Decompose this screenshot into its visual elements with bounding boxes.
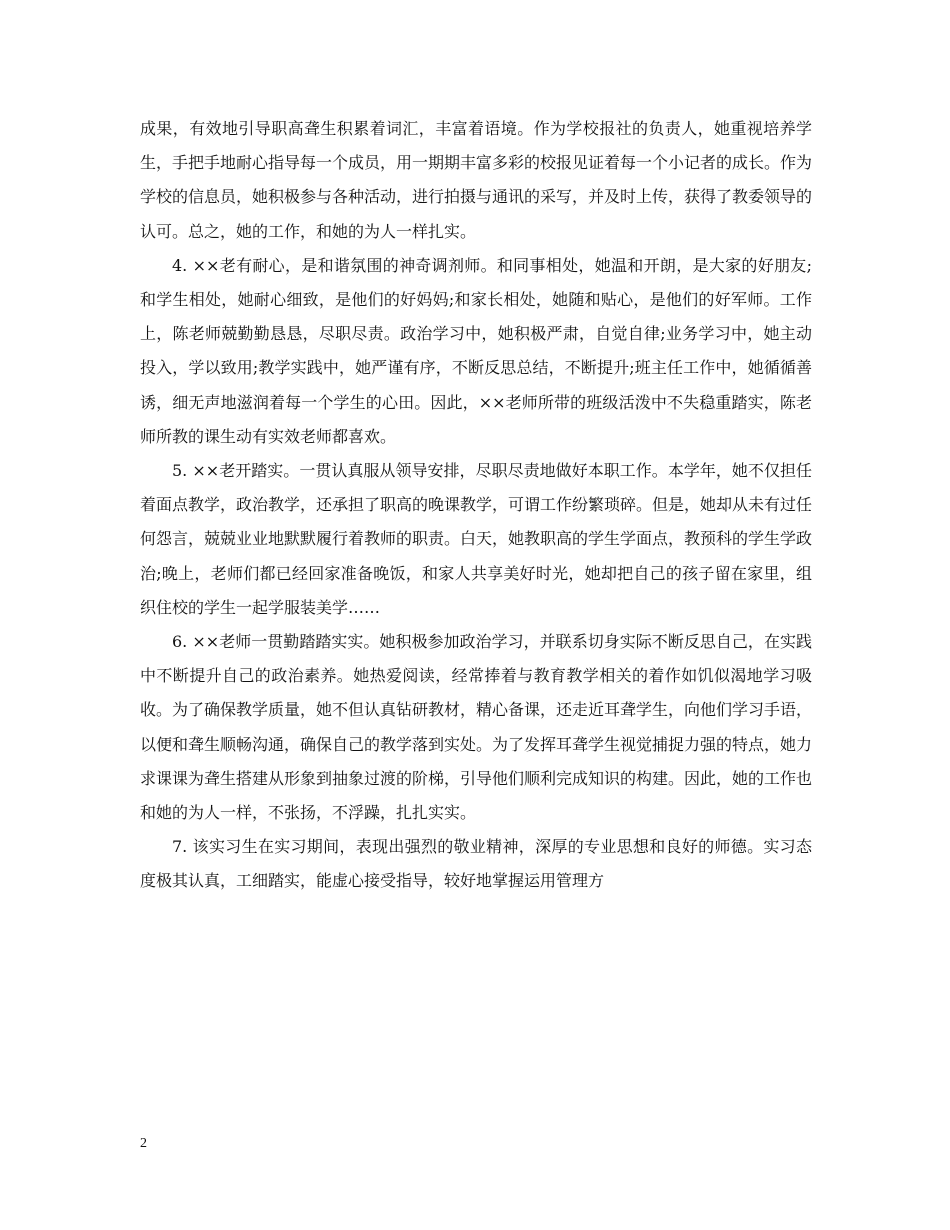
paragraph-3: 5. ××老开踏实。一贯认真服从领导安排，尽职尽责地做好本职工作。本学年，她不仅担任着面点教学，政治教学，还承担了职高的晚课教学，可谓工作纷繁琐碎。但是，她却从未有过任何怨言，兢兢业业地默默履行着教师的职责。白天，她教职高的学生学面点，教预科的学生学政治;晚上，老师们都已经回家准备晚饭，和家人共享美好时光，她却把自己的孩子留在家里，组织住校的学生一起学服装美学……	[140, 461, 813, 617]
paragraph-5: 7. 该实习生在实习期间，表现出强烈的敬业精神，深厚的专业思想和良好的师德。实习态度极其认真，工细踏实，能虚心接受指导，较好地掌握运用管理方	[140, 837, 812, 891]
paragraph-2: 4. ××老有耐心，是和谐氛围的神奇调剂师。和同事相处，她温和开朗，是大家的好朋友;和学生相处，她耐心细致，是他们的好妈妈;和家长相处，她随和贴心，是他们的好军师。工作上，陈老师兢勤勤恳恳，尽职尽责。政治学习中，她积极严肃，自觉自律;业务学习中，她主动投入，学以致用;教学实践中，她严谨有序，不断反思总结，不断提升;班主任工作中，她循循善诱，细无声地滋润着每一个学生的心田。因此，××老师所带的班级活泼中不失稳重踏实，陈老师所教的课生动有实效老师都喜欢。	[140, 255, 812, 446]
page-number: 2	[140, 1136, 147, 1151]
paragraph-4: 6. ××老师一贯勤踏踏实实。她积极参加政治学习，并联系切身实际不断反思自己，在实践中不断提升自己的政治素养。她热爱阅读，经常捧着与教育教学相关的着作如饥似渴地学习吸收。为了确保教学质量，她不但认真钻研教材，精心备课，还走近耳聋学生，向他们学习手语，以便和聋生顺畅沟通，确保自己的教学落到实处。为了发挥耳聋学生视觉捕捉力强的特点，她力求课课为聋生搭建从形象到抽象过渡的阶梯，引导他们顺利完成知识的构建。因此，她的工作也和她的为人一样，不张扬，不浮躁，扎扎实实。	[140, 632, 813, 823]
document-body	[140, 112, 812, 899]
paragraph-1: 成果，有效地引导职高聋生积累着词汇，丰富着语境。作为学校报社的负责人，她重视培养学生，手把手地耐心指导每一个成员，用一期期丰富多彩的校报见证着每一个小记者的成长。作为学校的信息员，她积极参与各种活动，进行拍摄与通讯的采写，并及时上传，获得了教委领导的认可。总之，她的工作，和她的为人一样扎实。	[140, 119, 813, 241]
